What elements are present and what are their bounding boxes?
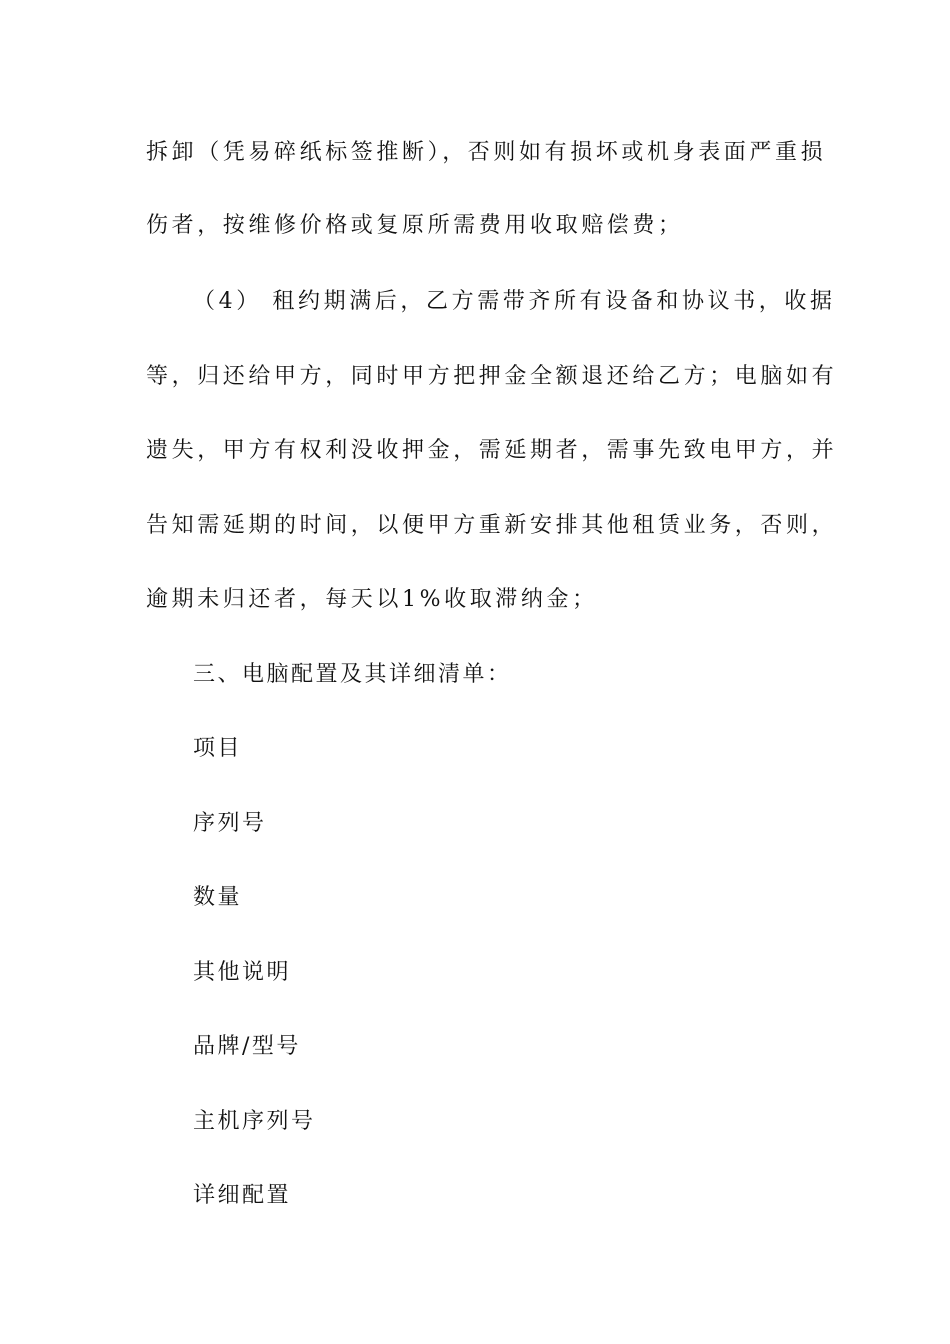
config-item-quantity: 数量 [193,885,243,910]
config-item-serial-number: 序列号 [193,811,267,836]
paragraph-2-line-3: 遗失，甲方有权利没收押金，需延期者，需事先致电甲方，并 [146,438,838,463]
paragraph-1-line-1: 拆卸（凭易碎纸标签推断），否则如有损坏或机身表面严重损 [146,140,827,165]
config-item-host-serial-number: 主机序列号 [193,1109,316,1134]
paragraph-2-line-2: 等，归还给甲方，同时甲方把押金全额退还给乙方；电脑如有 [146,364,838,389]
paragraph-2-line-4: 告知需延期的时间，以便甲方重新安排其他租赁业务，否则， [146,513,838,538]
paragraph-2-line-5: 逾期未归还者，每天以1%收取滞纳金； [146,587,598,612]
paragraph-2-line-1: （4） 租约期满后，乙方需带齐所有设备和协议书，收据 [193,289,836,314]
config-item-brand-model: 品牌/型号 [193,1034,301,1059]
config-item-other-notes: 其他说明 [193,960,292,985]
section-heading: 三、电脑配置及其详细清单： [193,662,512,687]
config-item-detailed-configuration: 详细配置 [193,1183,292,1208]
paragraph-1-line-2: 伤者，按维修价格或复原所需费用收取赔偿费； [146,213,684,238]
config-item-project: 项目 [193,736,243,761]
